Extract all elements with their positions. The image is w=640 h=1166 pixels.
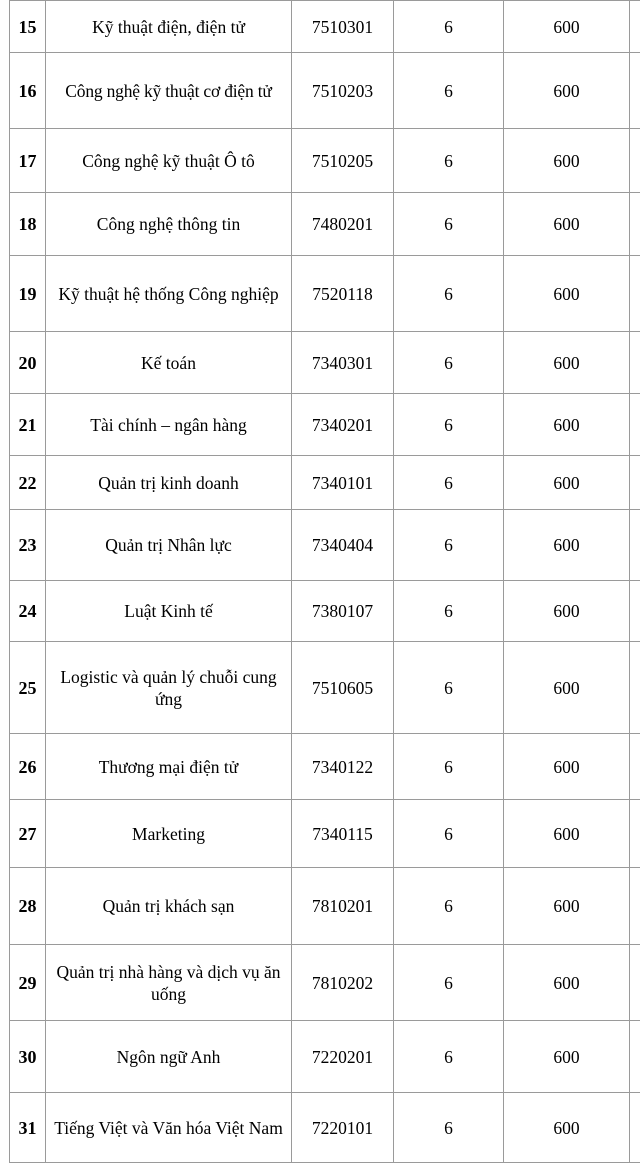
extra-cell: [630, 53, 640, 129]
table-row: [10, 642, 640, 734]
extra-cell: [630, 456, 640, 510]
extra-cell: [630, 193, 640, 256]
row-number: 24: [10, 581, 46, 642]
program-credits: 600: [504, 945, 630, 1021]
program-credits: 600: [504, 642, 630, 734]
program-code: 7340404: [292, 510, 394, 581]
program-years: 6: [394, 945, 504, 1021]
program-credits: 600: [504, 332, 630, 394]
program-credits: 600: [504, 1, 630, 53]
program-name: Marketing: [46, 800, 292, 868]
extra-cell: [630, 510, 640, 581]
program-name: Tài chính – ngân hàng: [46, 394, 292, 456]
program-name: Kỹ thuật hệ thống Công nghiệp: [46, 256, 292, 332]
table-row: [10, 868, 640, 945]
table-row: [10, 734, 640, 800]
program-name: Ngôn ngữ Anh: [46, 1021, 292, 1093]
program-years: 6: [394, 193, 504, 256]
program-years: 6: [394, 800, 504, 868]
program-name: Kỹ thuật điện, điện tử: [46, 1, 292, 53]
row-number: 22: [10, 456, 46, 510]
program-code: 7510605: [292, 642, 394, 734]
table-row: [10, 394, 640, 456]
program-name: Công nghệ kỹ thuật cơ điện tử: [46, 53, 292, 129]
program-years: 6: [394, 510, 504, 581]
program-code: 7340101: [292, 456, 394, 510]
program-code: 7810202: [292, 945, 394, 1021]
program-years: 6: [394, 581, 504, 642]
program-credits: 600: [504, 1093, 630, 1163]
row-number: 16: [10, 53, 46, 129]
table-row: [10, 53, 640, 129]
row-number: 19: [10, 256, 46, 332]
program-name: Quản trị kinh doanh: [46, 456, 292, 510]
program-credits: 600: [504, 456, 630, 510]
extra-cell: [630, 581, 640, 642]
program-credits: 600: [504, 193, 630, 256]
table-row: [10, 193, 640, 256]
program-code: 7340301: [292, 332, 394, 394]
program-name: Tiếng Việt và Văn hóa Việt Nam: [46, 1093, 292, 1163]
program-code: 7220201: [292, 1021, 394, 1093]
table-row: [10, 1093, 640, 1163]
table-row: [10, 456, 640, 510]
program-years: 6: [394, 53, 504, 129]
extra-cell: [630, 945, 640, 1021]
extra-cell: [630, 1093, 640, 1163]
programs-table: [9, 0, 640, 1163]
table-row: [10, 510, 640, 581]
program-credits: 600: [504, 868, 630, 945]
row-number: 31: [10, 1093, 46, 1163]
program-name: Công nghệ kỹ thuật Ô tô: [46, 129, 292, 193]
program-code: 7810201: [292, 868, 394, 945]
table-row: [10, 800, 640, 868]
program-code: 7510203: [292, 53, 394, 129]
program-code: 7340115: [292, 800, 394, 868]
table-row: [10, 945, 640, 1021]
program-name: Logistic và quản lý chuỗi cung ứng: [46, 642, 292, 734]
table-row: [10, 332, 640, 394]
row-number: 17: [10, 129, 46, 193]
program-credits: 600: [504, 53, 630, 129]
row-number: 21: [10, 394, 46, 456]
program-years: 6: [394, 1093, 504, 1163]
program-code: 7510205: [292, 129, 394, 193]
program-code: 7220101: [292, 1093, 394, 1163]
program-years: 6: [394, 394, 504, 456]
row-number: 20: [10, 332, 46, 394]
program-years: 6: [394, 868, 504, 945]
row-number: 25: [10, 642, 46, 734]
extra-cell: [630, 129, 640, 193]
extra-cell: [630, 256, 640, 332]
program-credits: 600: [504, 256, 630, 332]
row-number: 30: [10, 1021, 46, 1093]
extra-cell: [630, 1021, 640, 1093]
program-years: 6: [394, 1, 504, 53]
program-credits: 600: [504, 129, 630, 193]
row-number: 27: [10, 800, 46, 868]
program-name: Công nghệ thông tin: [46, 193, 292, 256]
row-number: 29: [10, 945, 46, 1021]
table-row: [10, 1021, 640, 1093]
program-credits: 600: [504, 800, 630, 868]
program-name: Quản trị khách sạn: [46, 868, 292, 945]
programs-table-body: [10, 1, 640, 1163]
program-name: Quản trị nhà hàng và dịch vụ ăn uống: [46, 945, 292, 1021]
program-years: 6: [394, 456, 504, 510]
program-name: Quản trị Nhân lực: [46, 510, 292, 581]
program-credits: 600: [504, 581, 630, 642]
extra-cell: [630, 734, 640, 800]
program-code: 7380107: [292, 581, 394, 642]
program-code: 7340201: [292, 394, 394, 456]
program-code: 7480201: [292, 193, 394, 256]
program-years: 6: [394, 332, 504, 394]
program-code: 7510301: [292, 1, 394, 53]
table-row: [10, 581, 640, 642]
program-years: 6: [394, 256, 504, 332]
row-number: 23: [10, 510, 46, 581]
row-number: 18: [10, 193, 46, 256]
extra-cell: [630, 394, 640, 456]
program-years: 6: [394, 129, 504, 193]
table-row: [10, 256, 640, 332]
extra-cell: [630, 642, 640, 734]
table-row: [10, 129, 640, 193]
program-years: 6: [394, 734, 504, 800]
extra-cell: [630, 332, 640, 394]
extra-cell: [630, 1, 640, 53]
program-credits: 600: [504, 734, 630, 800]
program-years: 6: [394, 642, 504, 734]
program-code: 7520118: [292, 256, 394, 332]
extra-cell: [630, 800, 640, 868]
program-credits: 600: [504, 394, 630, 456]
extra-cell: [630, 868, 640, 945]
program-years: 6: [394, 1021, 504, 1093]
program-code: 7340122: [292, 734, 394, 800]
row-number: 28: [10, 868, 46, 945]
row-number: 15: [10, 1, 46, 53]
table-row: [10, 1, 640, 53]
program-credits: 600: [504, 510, 630, 581]
program-name: Kế toán: [46, 332, 292, 394]
program-credits: 600: [504, 1021, 630, 1093]
program-name: Thương mại điện tử: [46, 734, 292, 800]
program-name: Luật Kinh tế: [46, 581, 292, 642]
row-number: 26: [10, 734, 46, 800]
